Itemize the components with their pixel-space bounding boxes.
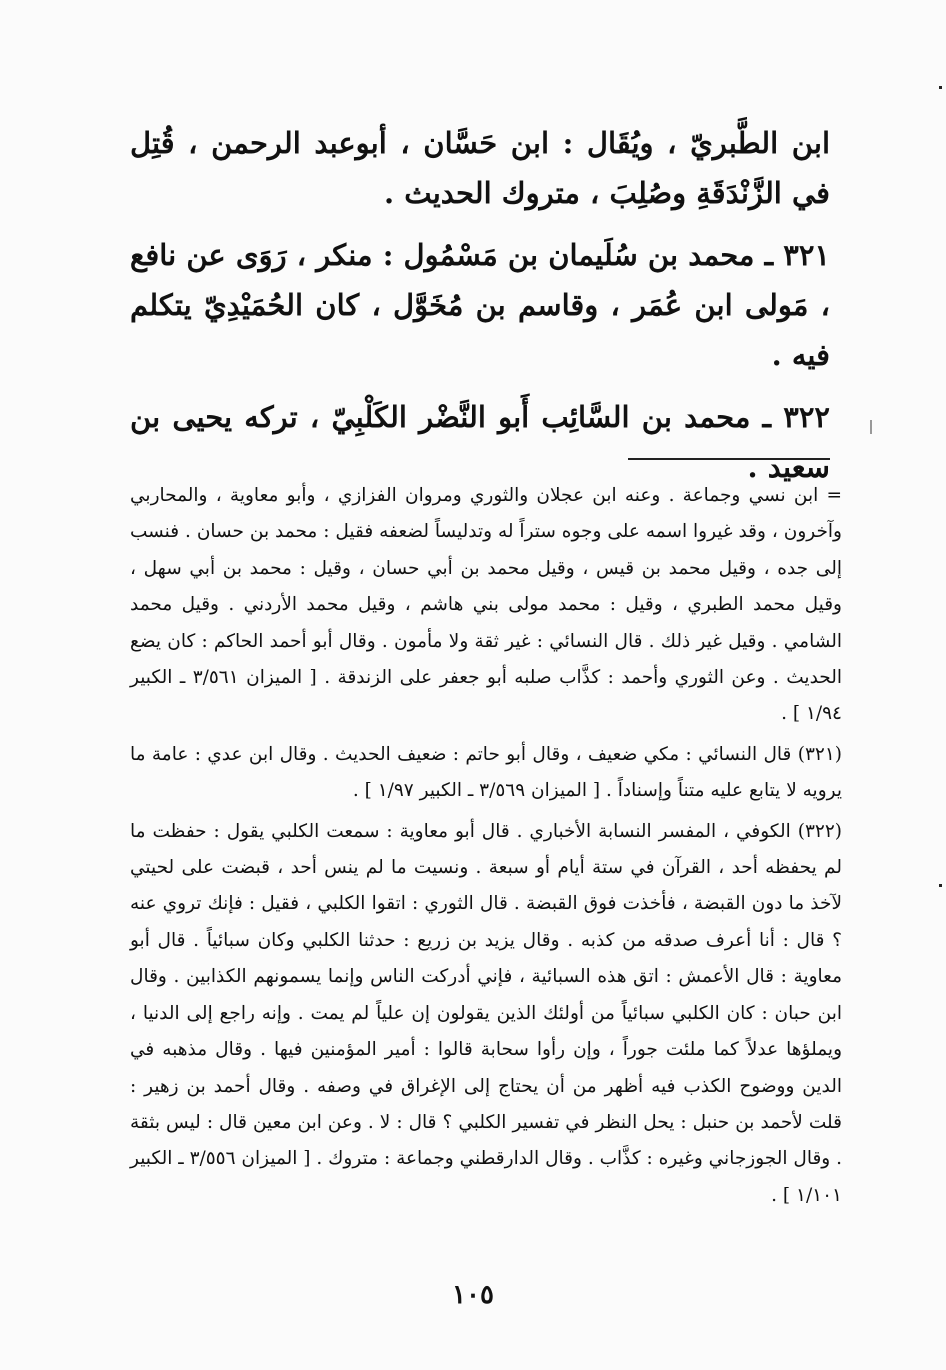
- footnote-322: (٣٢٢) الكوفي ، المفسر النسابة الأخباري . قال أبو معاوية : سمعت الكلبي يقول : حفظت ما لم يحفظه أحد ، القرآن في ستة أيام أو سبعة . ونسيت ما لم ينس أحد ، قبضت على لحيتي لآخذ ما دون القبضة ، فأخذت فوق القبضة . قال الثوري : اتقوا الكلبي ، فقيل : فإنك تروي عنه ؟ قال : أنا أعرف صدقه من كذبه . وقال يزيد بن زريع : حدثنا الكلبي وكان سبائياً . قال أبو معاوية : قال الأعمش : اتق هذه السبائية ، فإني أدركت الناس وإنما يسمونهم الكذابين . وقال ابن حبان : كان الكلبي سبائياً من أولئك الذين يقولون إن علياً لم يمت . وإنه راجع إلى الدنيا ، ويملؤها عدلاً كما ملئت جوراً ، وإن رأوا سحابة قالوا : أمير المؤمنين فيها . وقال مذهبه في الدين ووضوح الكذب فيه أظهر من أن يحتاج إلى الإغراق في وصفه . وقال أحمد بن زهير : قلت لأحمد بن حنبل : يحل النظر في تفسير الكلبي ؟ قال : لا . وعن ابن معين قال : ليس بثقة . وقال الجوزجاني وغيره : كذَّاب . وقال الدارقطني وجماعة : متروك . [ الميزان ٣/٥٥٦ ـ الكبير ١/١٠١ ] .: [130, 820, 843, 1206]
- main-text: [130, 118, 830, 504]
- footnote-continued: = ابن نسي وجماعة . وعنه ابن عجلان والثوري ومروان الفزازي ، وأبو معاوية ، والمحاربي وآخرون ، وقد غيروا اسمه على وجوه ستراً له وتدليساً لضعفه فقيل : محمد بن حسان . فنسب إلى جده ، وقيل محمد بن قيس ، وقيل محمد بن أبي حسان ، وقيل : محمد بن أبي سهل ، وقيل محمد الطبري ، وقيل : محمد مولى بني هاشم ، وقيل محمد الأردني . وقيل محمد الشامي . وقيل غير ذلك . قال النسائي : غير ثقة ولا مأمون . وقال أبو أحمد الحاكم : كان يضع الحديث . وعن الثوري وأحمد : كذَّاب صلبه أبو جعفر على الزندقة . [ الميزان ٣/٥٦١ ـ الكبير ١/٩٤ ] .: [130, 485, 843, 725]
- entry-paragraph: ابن الطَّبريّ ، ويُقَال : ابن حَسَّان ، أبوعبد الرحمن ، قُتِل في الزَّنْدَقَةِ وصُلِبَ ، متروك الحديث .: [130, 126, 830, 210]
- scan-mark: [870, 420, 872, 434]
- footnote-divider: [628, 458, 830, 460]
- page-number: ١٠٥: [452, 1280, 494, 1310]
- footnotes: [130, 478, 842, 1218]
- scan-mark: [939, 884, 942, 887]
- scan-mark: [939, 86, 942, 89]
- footnote-321: (٣٢١) قال النسائي : مكي ضعيف ، وقال أبو حاتم : ضعيف الحديث . وقال ابن عدي : عامة ما يرويه لا يتابع عليه متناً وإسناداً . [ الميزان ٣/٥٦٩ ـ الكبير ١/٩٧ ] .: [130, 743, 842, 802]
- entry-321: ٣٢١ ـ محمد بن سُلَيمان بن مَسْمُول : منكر ، رَوَى عن نافع ، مَولى ابن عُمَر ، وقاسم بن مُخَوَّل ، كان الحُمَيْدِيّ يتكلم فيه .: [130, 238, 830, 372]
- entry-322: ٣٢٢ ـ محمد بن السَّائِب أَبو النَّضْر الكَلْبِيّ ، تركه يحيى بن سعيد .: [130, 400, 830, 484]
